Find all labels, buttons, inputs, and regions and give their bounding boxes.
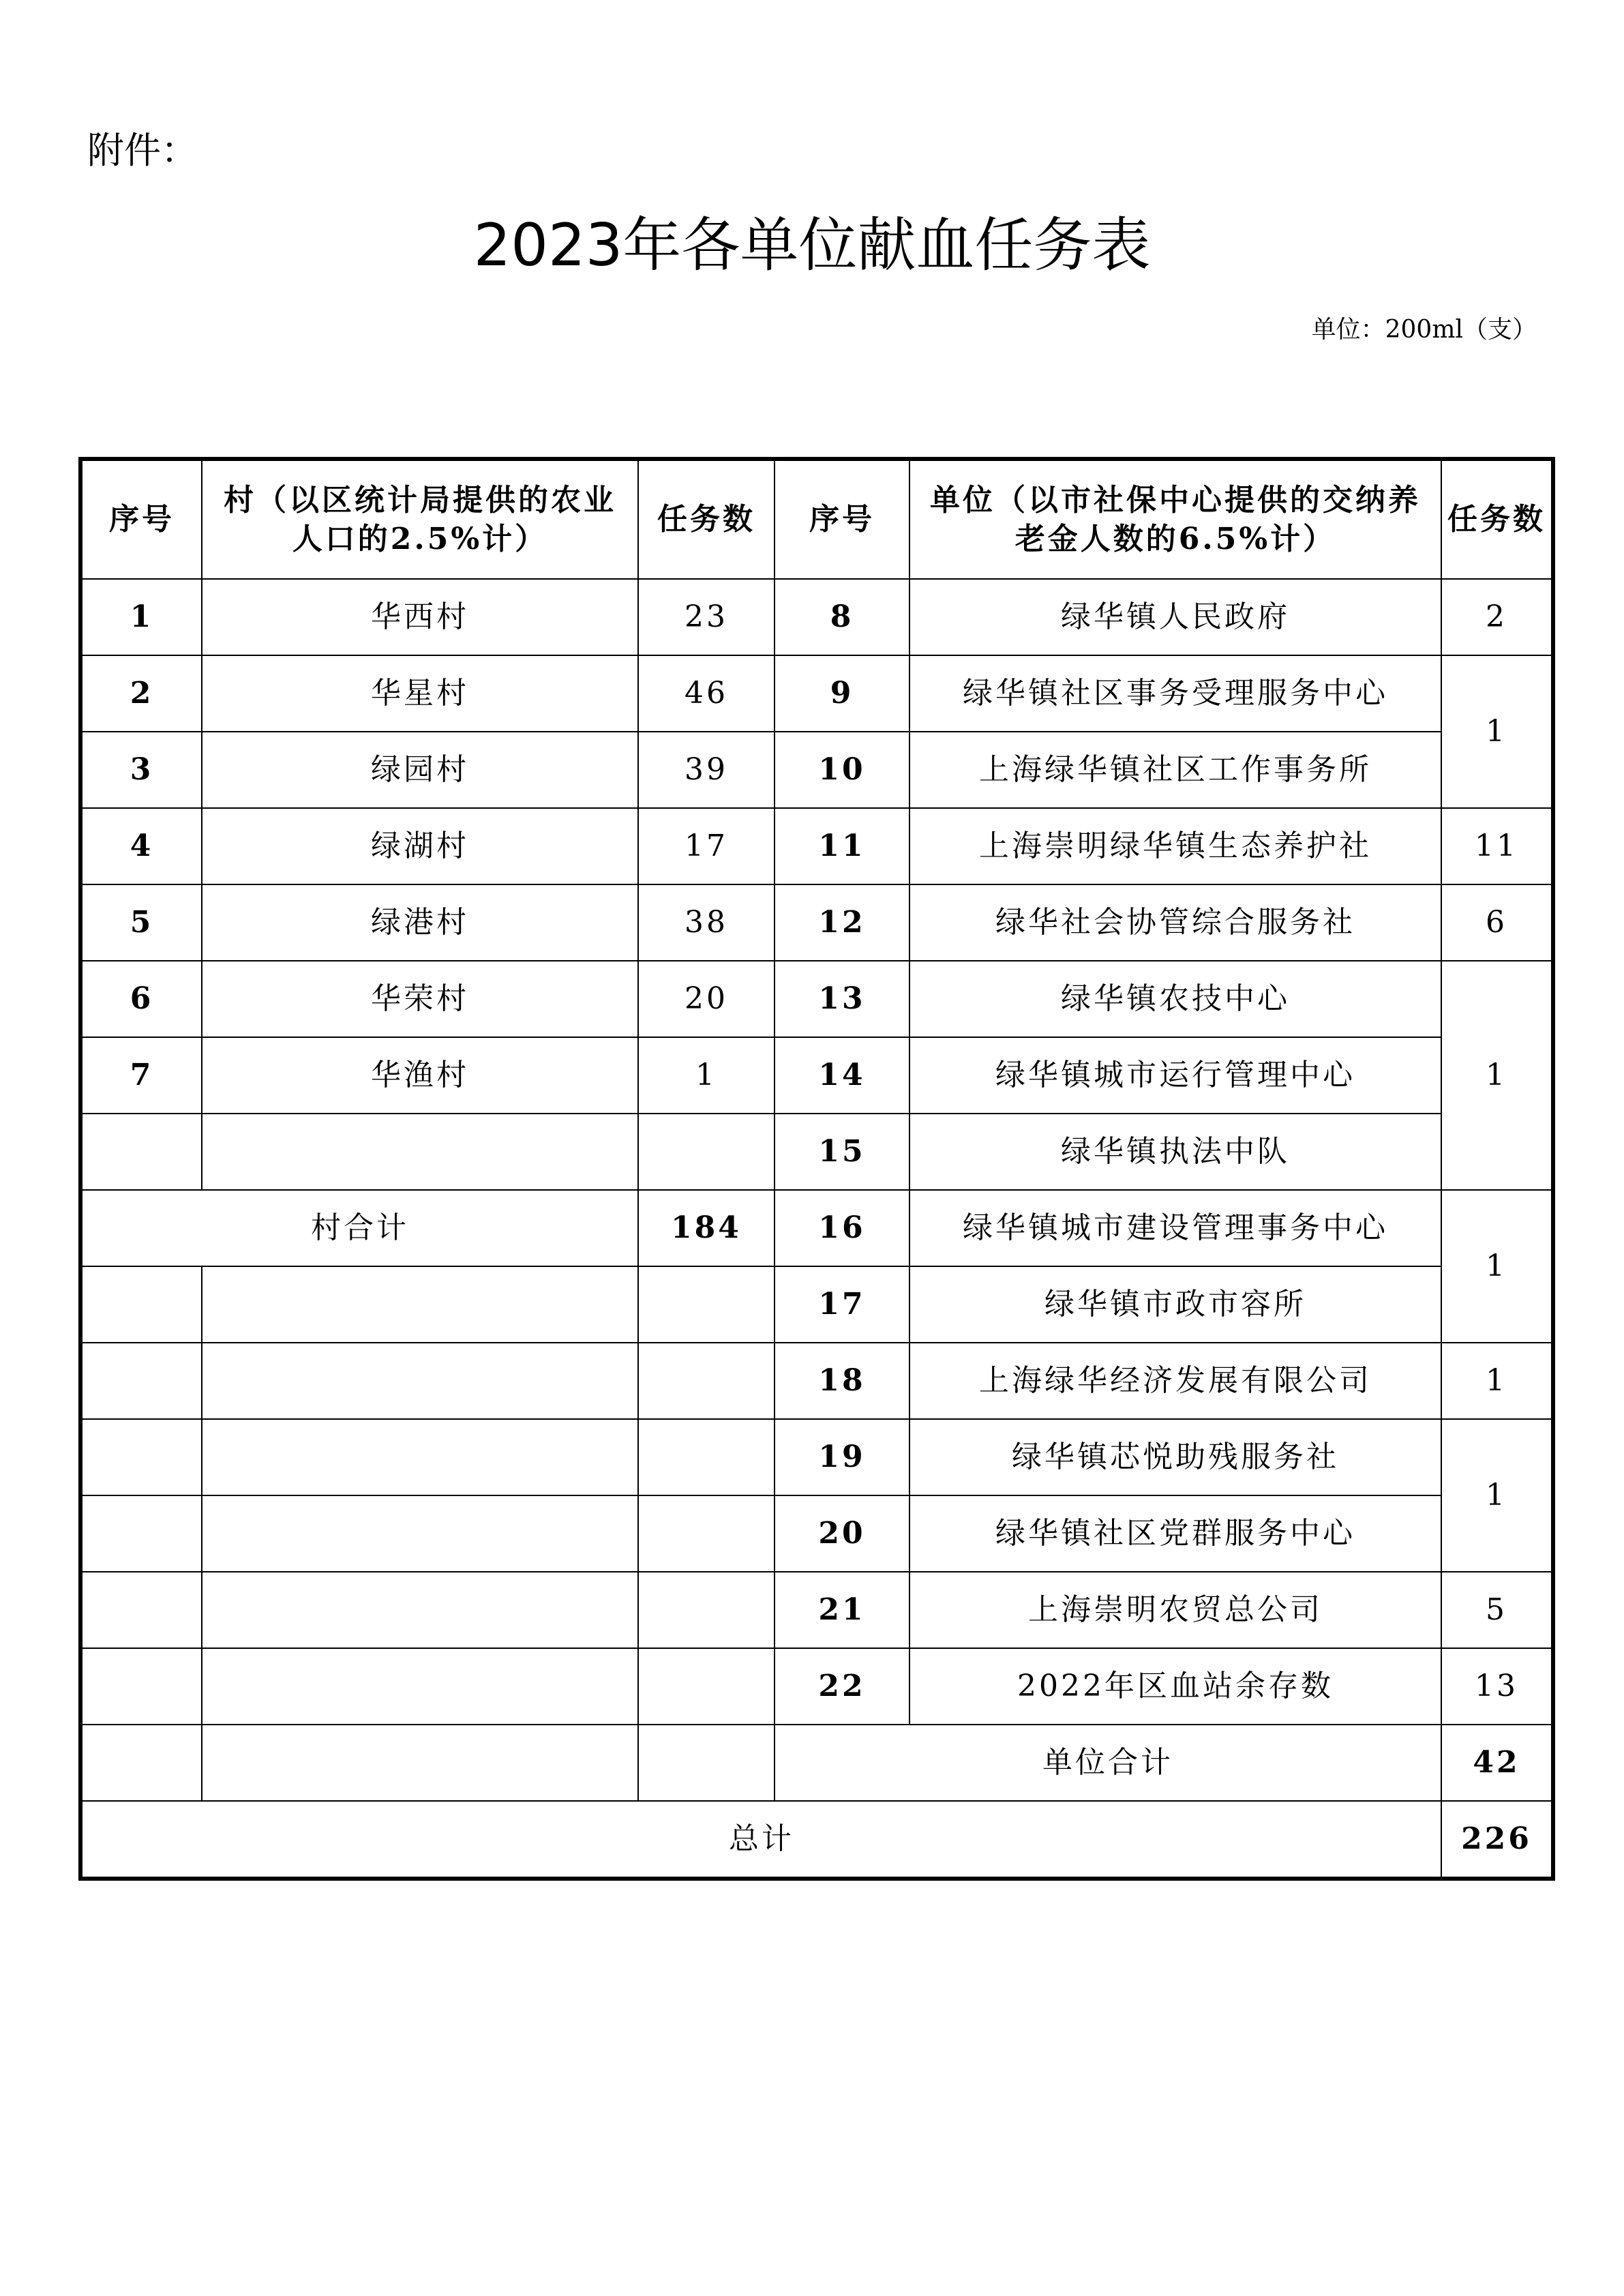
unit-tasks: 1 xyxy=(1441,1419,1553,1572)
table-row xyxy=(80,1266,1553,1343)
unit-seq: 20 xyxy=(775,1495,909,1572)
village-tasks: 38 xyxy=(638,884,775,961)
unit-name: 上海崇明绿华镇生态养护社 xyxy=(909,808,1441,884)
village-seq: 7 xyxy=(80,1037,202,1114)
table-row xyxy=(80,1495,1553,1572)
header-village: 村（以区统计局提供的农业人口的2.5%计） xyxy=(202,459,638,579)
empty-cell xyxy=(80,1648,202,1725)
empty-cell xyxy=(638,1266,775,1343)
header-row xyxy=(80,459,1553,579)
village-tasks: 46 xyxy=(638,655,775,732)
unit-seq: 21 xyxy=(775,1572,909,1648)
unit-name: 绿华社会协管综合服务社 xyxy=(909,884,1441,961)
unit-tasks: 6 xyxy=(1441,884,1553,961)
blood-donation-task-table xyxy=(78,457,1555,1881)
unit-name: 上海绿华镇社区工作事务所 xyxy=(909,732,1441,808)
empty-cell xyxy=(80,1266,202,1343)
village-tasks: 1 xyxy=(638,1037,775,1114)
village-name: 华西村 xyxy=(202,579,638,655)
table-row xyxy=(80,1343,1553,1419)
table-row xyxy=(80,655,1553,732)
village-total-label: 村合计 xyxy=(80,1190,638,1266)
header-unit: 单位（以市社保中心提供的交纳养老金人数的6.5%计） xyxy=(909,459,1441,579)
village-tasks: 17 xyxy=(638,808,775,884)
empty-cell xyxy=(638,1114,775,1190)
unit-name: 绿华镇城市建设管理事务中心 xyxy=(909,1190,1441,1266)
unit-seq: 8 xyxy=(775,579,909,655)
unit-seq: 12 xyxy=(775,884,909,961)
unit-tasks: 1 xyxy=(1441,1190,1553,1343)
empty-cell xyxy=(638,1495,775,1572)
table-row xyxy=(80,1037,1553,1114)
unit-seq: 13 xyxy=(775,961,909,1037)
table-row xyxy=(80,1190,1553,1266)
unit-seq: 16 xyxy=(775,1190,909,1266)
empty-cell xyxy=(202,1648,638,1725)
unit-tasks: 5 xyxy=(1441,1572,1553,1648)
village-seq: 6 xyxy=(80,961,202,1037)
empty-cell xyxy=(638,1648,775,1725)
empty-cell xyxy=(80,1725,202,1801)
empty-cell xyxy=(638,1572,775,1648)
unit-seq: 19 xyxy=(775,1419,909,1495)
header-tasks-1: 任务数 xyxy=(638,459,775,579)
unit-seq: 10 xyxy=(775,732,909,808)
unit-name: 绿华镇市政市容所 xyxy=(909,1266,1441,1343)
empty-cell xyxy=(638,1419,775,1495)
unit-name: 绿华镇人民政府 xyxy=(909,579,1441,655)
empty-cell xyxy=(80,1343,202,1419)
empty-cell xyxy=(80,1419,202,1495)
table-row xyxy=(80,1419,1553,1495)
empty-cell xyxy=(80,1114,202,1190)
village-name: 华荣村 xyxy=(202,961,638,1037)
village-total-value: 184 xyxy=(638,1190,775,1266)
unit-seq: 11 xyxy=(775,808,909,884)
village-seq: 2 xyxy=(80,655,202,732)
unit-tasks: 2 xyxy=(1441,579,1553,655)
village-name: 绿园村 xyxy=(202,732,638,808)
unit-seq: 15 xyxy=(775,1114,909,1190)
empty-cell xyxy=(202,1419,638,1495)
unit-seq: 17 xyxy=(775,1266,909,1343)
table-row xyxy=(80,1801,1553,1879)
table-row xyxy=(80,884,1553,961)
header-seq-2: 序号 xyxy=(775,459,909,579)
attachment-label: 附件： xyxy=(87,129,198,172)
village-tasks: 23 xyxy=(638,579,775,655)
unit-tasks: 13 xyxy=(1441,1648,1553,1725)
unit-seq: 22 xyxy=(775,1648,909,1725)
unit-name: 2022年区血站余存数 xyxy=(909,1648,1441,1725)
table-row xyxy=(80,961,1553,1037)
unit-name: 上海绿华经济发展有限公司 xyxy=(909,1343,1441,1419)
village-seq: 4 xyxy=(80,808,202,884)
village-tasks: 20 xyxy=(638,961,775,1037)
empty-cell xyxy=(80,1572,202,1648)
header-tasks-2: 任务数 xyxy=(1441,459,1553,579)
empty-cell xyxy=(202,1266,638,1343)
empty-cell xyxy=(202,1572,638,1648)
village-seq: 3 xyxy=(80,732,202,808)
village-tasks: 39 xyxy=(638,732,775,808)
unit-total-label: 单位合计 xyxy=(775,1725,1441,1801)
unit-name: 绿华镇社区事务受理服务中心 xyxy=(909,655,1441,732)
unit-name: 绿华镇城市运行管理中心 xyxy=(909,1037,1441,1114)
table-row xyxy=(80,732,1553,808)
header-seq-1: 序号 xyxy=(80,459,202,579)
empty-cell xyxy=(80,1495,202,1572)
unit-tasks: 11 xyxy=(1441,808,1553,884)
empty-cell xyxy=(202,1495,638,1572)
village-seq: 5 xyxy=(80,884,202,961)
village-name: 华星村 xyxy=(202,655,638,732)
unit-name: 绿华镇执法中队 xyxy=(909,1114,1441,1190)
unit-name: 上海崇明农贸总公司 xyxy=(909,1572,1441,1648)
unit-name: 绿华镇社区党群服务中心 xyxy=(909,1495,1441,1572)
table-row xyxy=(80,1572,1553,1648)
unit-total-value: 42 xyxy=(1441,1725,1553,1801)
unit-name: 绿华镇芯悦助残服务社 xyxy=(909,1419,1441,1495)
page-title: 2023年各单位献血任务表 xyxy=(473,211,1151,280)
village-name: 绿港村 xyxy=(202,884,638,961)
table-row xyxy=(80,579,1553,655)
grand-total-value: 226 xyxy=(1441,1801,1553,1879)
empty-cell xyxy=(202,1725,638,1801)
unit-tasks: 1 xyxy=(1441,655,1553,808)
village-name: 绿湖村 xyxy=(202,808,638,884)
table-row xyxy=(80,1648,1553,1725)
unit-seq: 9 xyxy=(775,655,909,732)
village-name: 华渔村 xyxy=(202,1037,638,1114)
unit-tasks: 1 xyxy=(1441,1343,1553,1419)
empty-cell xyxy=(638,1725,775,1801)
empty-cell xyxy=(202,1343,638,1419)
unit-seq: 18 xyxy=(775,1343,909,1419)
table-row xyxy=(80,1725,1553,1801)
village-seq: 1 xyxy=(80,579,202,655)
unit-name: 绿华镇农技中心 xyxy=(909,961,1441,1037)
table-row xyxy=(80,808,1553,884)
table-row xyxy=(80,1114,1553,1190)
unit-note: 单位：200ml（支） xyxy=(1311,316,1537,344)
unit-seq: 14 xyxy=(775,1037,909,1114)
grand-total-label: 总计 xyxy=(80,1801,1441,1879)
unit-tasks: 1 xyxy=(1441,961,1553,1190)
empty-cell xyxy=(202,1114,638,1190)
empty-cell xyxy=(638,1343,775,1419)
